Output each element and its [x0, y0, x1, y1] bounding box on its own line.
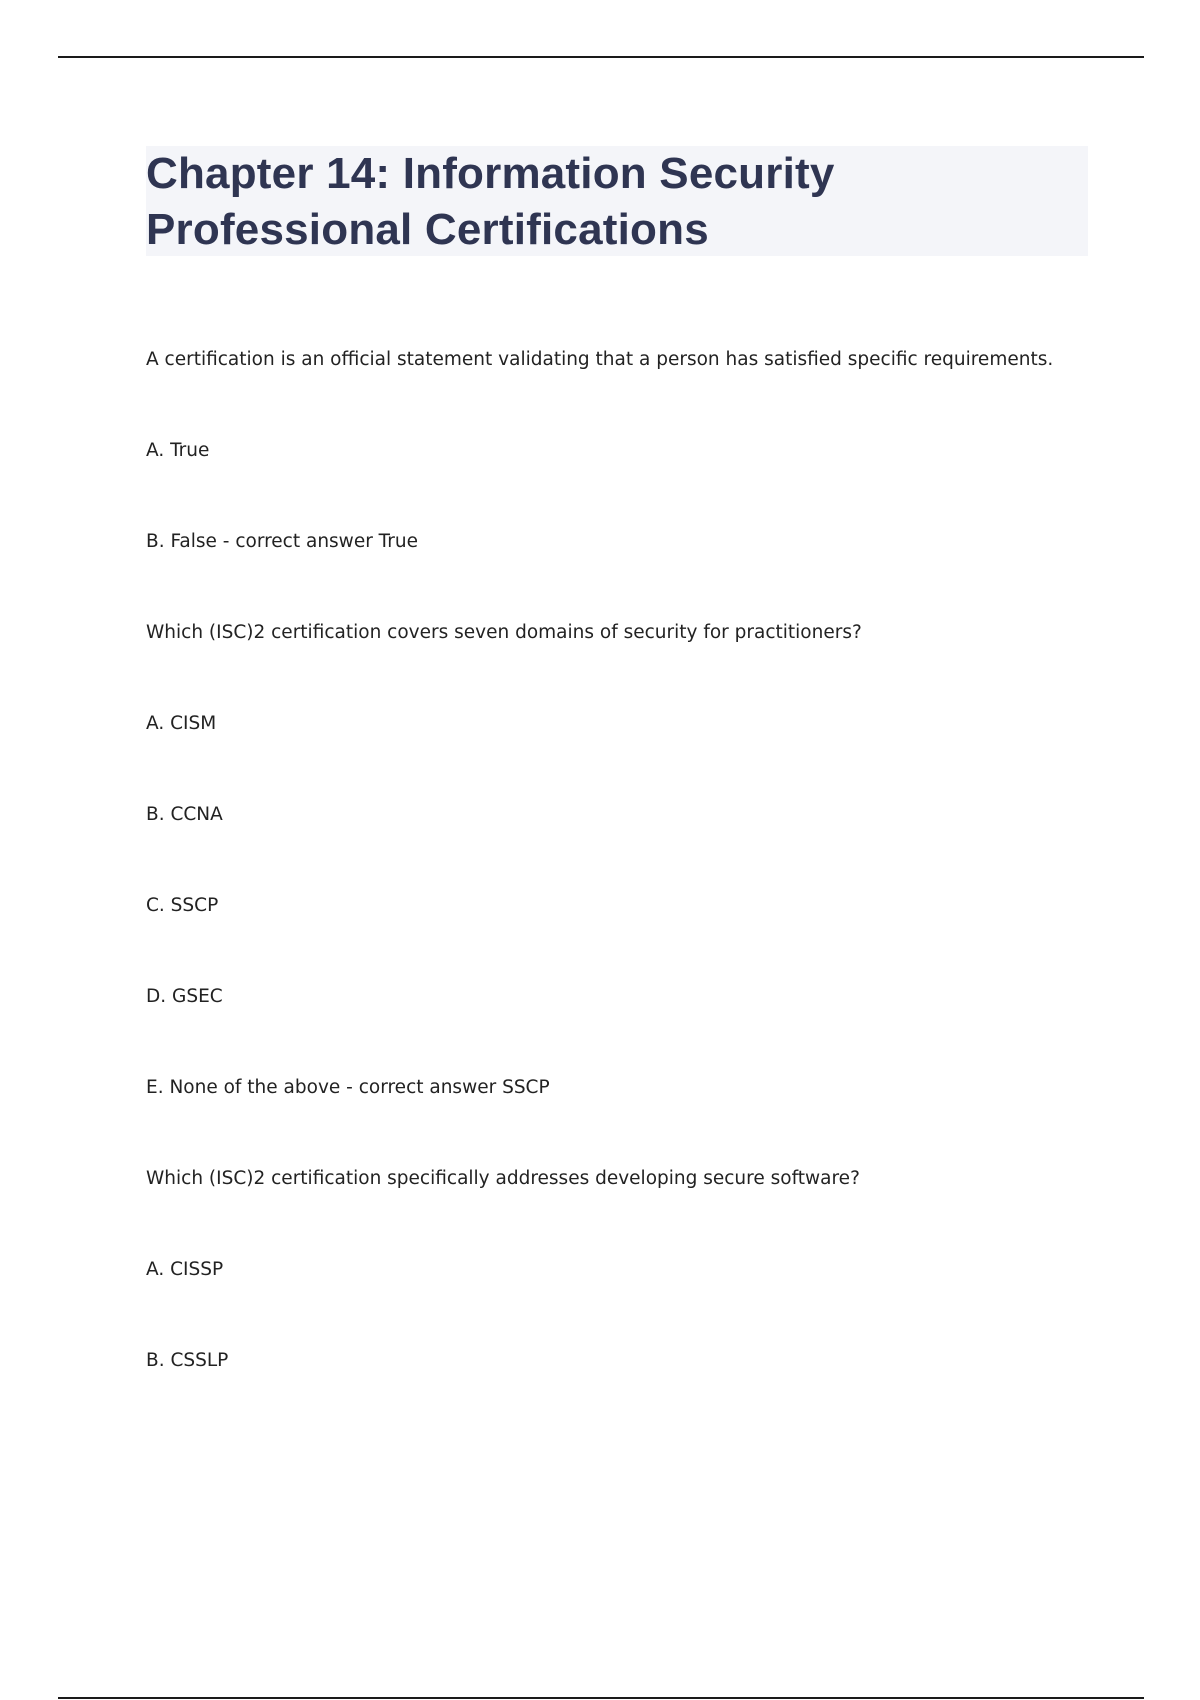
question-text: Which (ISC)2 certification covers seven domains of security for practitioners? — [146, 622, 862, 643]
chapter-title-block — [146, 146, 1088, 256]
answer-option: A. True — [146, 440, 210, 461]
bottom-rule — [58, 1697, 1144, 1699]
answer-option: B. CCNA — [146, 804, 223, 825]
chapter-title-line-2: Professional Certifications — [146, 205, 709, 254]
answer-option: A. CISSP — [146, 1259, 224, 1280]
question-text: Which (ISC)2 certification specifically addresses developing secure software? — [146, 1168, 860, 1189]
top-rule — [58, 56, 1144, 58]
answer-option: C. SSCP — [146, 895, 219, 916]
answer-option: B. CSSLP — [146, 1350, 229, 1371]
answer-option: A. CISM — [146, 713, 217, 734]
chapter-title — [146, 146, 1088, 258]
question-text: A certification is an official statement validating that a person has satisfied specific requirements. — [146, 349, 1054, 370]
answer-option: D. GSEC — [146, 986, 223, 1007]
answer-option: E. None of the above - correct answer SSCP — [146, 1077, 550, 1098]
chapter-title-line-1: Chapter 14: Information Security — [146, 149, 835, 198]
answer-option: B. False - correct answer True — [146, 531, 418, 552]
